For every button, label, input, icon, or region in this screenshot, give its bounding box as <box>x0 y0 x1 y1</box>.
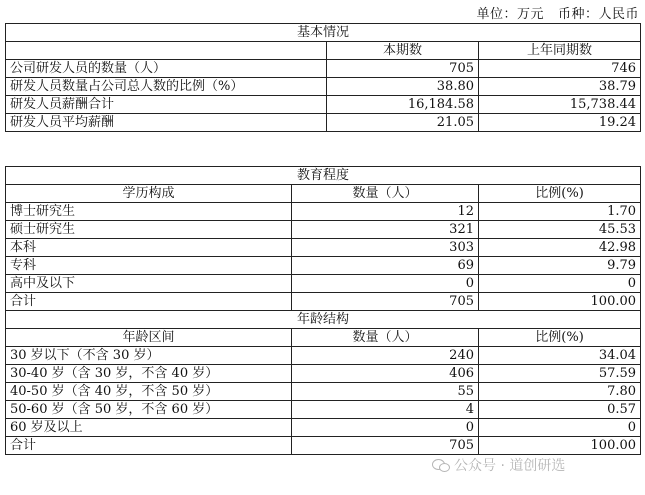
age-header-row <box>6 329 641 347</box>
wechat-icon <box>432 458 450 472</box>
row-label: 60 岁及以上 <box>6 419 292 437</box>
row-count: 303 <box>292 239 479 257</box>
table-row <box>6 114 641 132</box>
watermark-text: 公众号 · 道创研选 <box>454 458 566 474</box>
row-prior: 15,738.44 <box>479 96 641 114</box>
row-current: 38.80 <box>327 78 479 96</box>
table-row <box>6 203 641 221</box>
row-label: 50-60 岁（含 50 岁，不含 60 岁） <box>6 401 292 419</box>
row-current: 21.05 <box>327 114 479 132</box>
row-ratio: 0 <box>479 275 641 293</box>
row-current: 705 <box>327 60 479 78</box>
table-row <box>6 60 641 78</box>
row-label: 本科 <box>6 239 292 257</box>
row-count: 705 <box>292 293 479 311</box>
row-label: 研发人员平均薪酬 <box>6 114 327 132</box>
row-count: 12 <box>292 203 479 221</box>
row-ratio: 45.53 <box>479 221 641 239</box>
education-col-count: 数量（人） <box>292 185 479 203</box>
age-col-ratio: 比例(%) <box>479 329 641 347</box>
education-title-row <box>6 167 641 185</box>
row-ratio: 9.79 <box>479 257 641 275</box>
row-label: 合计 <box>6 437 292 455</box>
basic-title-row <box>6 24 641 42</box>
watermark <box>432 455 565 475</box>
row-ratio: 100.00 <box>479 293 641 311</box>
table-row <box>6 365 641 383</box>
age-title: 年龄结构 <box>6 311 641 329</box>
row-count: 55 <box>292 383 479 401</box>
row-label: 研发人员薪酬合计 <box>6 96 327 114</box>
table-row <box>6 78 641 96</box>
education-header-row <box>6 185 641 203</box>
row-count: 69 <box>292 257 479 275</box>
row-prior: 746 <box>479 60 641 78</box>
education-title: 教育程度 <box>6 167 641 185</box>
row-ratio: 34.04 <box>479 347 641 365</box>
personnel-structure-table <box>5 166 641 455</box>
age-col-category: 年龄区间 <box>6 329 292 347</box>
age-title-row <box>6 311 641 329</box>
table-row <box>6 437 641 455</box>
table-row <box>6 221 641 239</box>
unit-line <box>476 3 639 22</box>
row-label: 研发人员数量占公司总人数的比例（%） <box>6 78 327 96</box>
table-row <box>6 275 641 293</box>
row-count: 0 <box>292 275 479 293</box>
table-row <box>6 239 641 257</box>
row-count: 705 <box>292 437 479 455</box>
row-ratio: 42.98 <box>479 239 641 257</box>
row-label: 硕士研究生 <box>6 221 292 239</box>
basic-col-current: 本期数 <box>327 42 479 60</box>
education-col-category: 学历构成 <box>6 185 292 203</box>
row-prior: 38.79 <box>479 78 641 96</box>
row-ratio: 7.80 <box>479 383 641 401</box>
row-ratio: 1.70 <box>479 203 641 221</box>
row-ratio: 0 <box>479 419 641 437</box>
row-label: 合计 <box>6 293 292 311</box>
row-label: 30 岁以下（不含 30 岁） <box>6 347 292 365</box>
row-prior: 19.24 <box>479 114 641 132</box>
table-row <box>6 401 641 419</box>
table-row <box>6 419 641 437</box>
basic-header-blank <box>6 42 327 60</box>
row-current: 16,184.58 <box>327 96 479 114</box>
age-col-count: 数量（人） <box>292 329 479 347</box>
row-label: 30-40 岁（含 30 岁，不含 40 岁） <box>6 365 292 383</box>
basic-header-row <box>6 42 641 60</box>
table-row <box>6 383 641 401</box>
row-count: 321 <box>292 221 479 239</box>
row-count: 406 <box>292 365 479 383</box>
row-ratio: 0.57 <box>479 401 641 419</box>
row-label: 高中及以下 <box>6 275 292 293</box>
basic-info-table <box>5 23 641 132</box>
row-ratio: 57.59 <box>479 365 641 383</box>
row-label: 专科 <box>6 257 292 275</box>
table-row <box>6 96 641 114</box>
education-col-ratio: 比例(%) <box>479 185 641 203</box>
row-ratio: 100.00 <box>479 437 641 455</box>
row-label: 博士研究生 <box>6 203 292 221</box>
basic-col-prior: 上年同期数 <box>479 42 641 60</box>
unit-label: 单位：万元 <box>476 7 544 22</box>
currency-label: 币种：人民币 <box>557 7 639 22</box>
row-label: 公司研发人员的数量（人） <box>6 60 327 78</box>
table-row <box>6 293 641 311</box>
table-row <box>6 347 641 365</box>
table-row <box>6 257 641 275</box>
row-count: 240 <box>292 347 479 365</box>
row-count: 0 <box>292 419 479 437</box>
basic-title: 基本情况 <box>6 24 641 42</box>
row-count: 4 <box>292 401 479 419</box>
row-label: 40-50 岁（含 40 岁，不含 50 岁） <box>6 383 292 401</box>
